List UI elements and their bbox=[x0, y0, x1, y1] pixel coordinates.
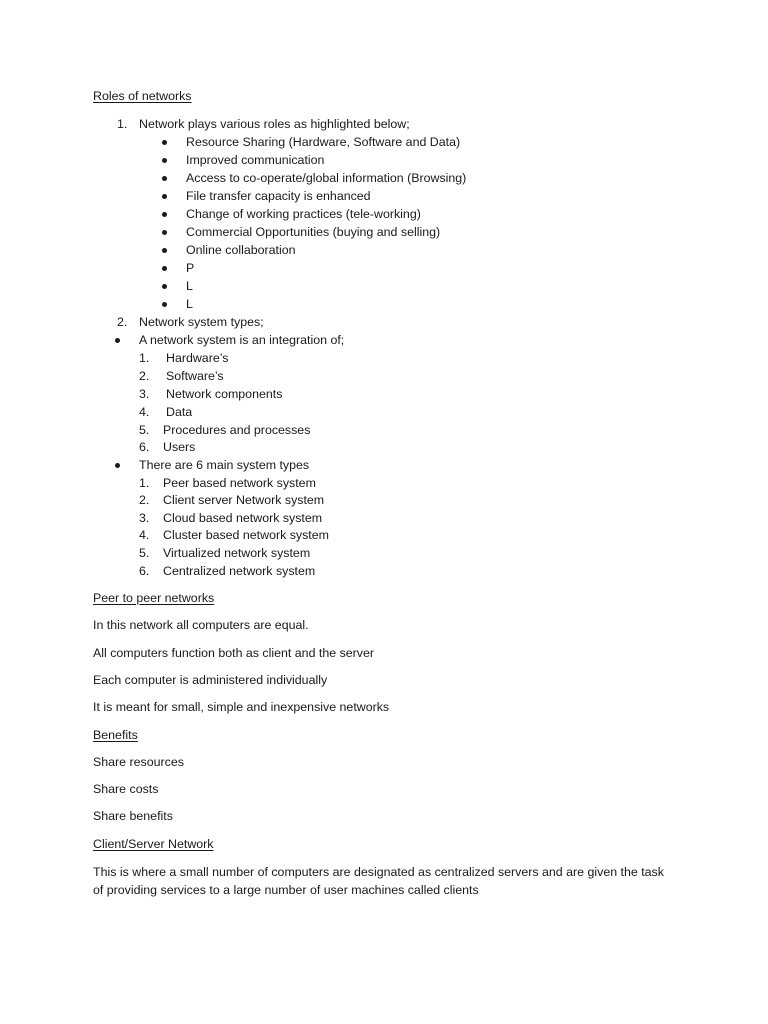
integration-item: Data bbox=[166, 405, 193, 419]
integration-number: 3. bbox=[139, 387, 150, 401]
list-marker-2: 2. bbox=[117, 315, 128, 329]
types-intro: There are 6 main system types bbox=[139, 458, 310, 472]
system-type-item: Centralized network system bbox=[163, 564, 316, 578]
list-item-network-roles: Network plays various roles as highlighted below; bbox=[139, 117, 410, 131]
role-item: Resource Sharing (Hardware, Software and Data) bbox=[186, 135, 461, 149]
system-type-item: Cloud based network system bbox=[163, 511, 323, 525]
list-marker-1: 1. bbox=[117, 117, 128, 131]
role-item: P bbox=[186, 261, 195, 275]
system-type-number: 2. bbox=[139, 493, 150, 507]
integration-item: Hardware’s bbox=[166, 351, 229, 365]
bullet-icon bbox=[162, 230, 167, 235]
role-item: File transfer capacity is enhanced bbox=[186, 189, 371, 203]
heading-roles-of-networks: Roles of networks bbox=[93, 89, 192, 103]
heading-client-server: Client/Server Network bbox=[93, 837, 214, 851]
bullet-icon bbox=[162, 194, 167, 199]
system-type-number: 6. bbox=[139, 564, 150, 578]
role-item: Improved communication bbox=[186, 153, 325, 167]
bullet-icon bbox=[162, 140, 167, 145]
bullet-icon bbox=[162, 248, 167, 253]
system-type-number: 1. bbox=[139, 476, 150, 490]
integration-intro: A network system is an integration of; bbox=[139, 333, 345, 347]
integration-number: 5. bbox=[139, 423, 150, 437]
role-item: Online collaboration bbox=[186, 243, 296, 257]
system-type-item: Virtualized network system bbox=[163, 546, 311, 560]
heading-benefits: Benefits bbox=[93, 728, 138, 742]
integration-item: Procedures and processes bbox=[163, 423, 311, 437]
integration-item: Users bbox=[163, 440, 196, 454]
peer-line: In this network all computers are equal. bbox=[93, 618, 309, 632]
integration-number: 6. bbox=[139, 440, 150, 454]
role-item: Access to co-operate/global information (Browsing) bbox=[186, 171, 467, 185]
integration-number: 4. bbox=[139, 405, 150, 419]
system-type-number: 5. bbox=[139, 546, 150, 560]
bullet-icon bbox=[115, 338, 120, 343]
bullet-icon bbox=[162, 176, 167, 181]
bullet-icon bbox=[162, 302, 167, 307]
peer-line: All computers function both as client and the server bbox=[93, 646, 375, 660]
bullet-icon bbox=[162, 158, 167, 163]
benefit-item: Share costs bbox=[93, 782, 159, 796]
role-item: L bbox=[186, 297, 193, 311]
role-item: Change of working practices (tele-working) bbox=[186, 207, 421, 221]
role-item: L bbox=[186, 279, 193, 293]
system-type-item: Client server Network system bbox=[163, 493, 325, 507]
integration-item: Software’s bbox=[166, 369, 224, 383]
heading-peer-to-peer: Peer to peer networks bbox=[93, 591, 215, 605]
system-type-number: 4. bbox=[139, 528, 150, 542]
system-type-number: 3. bbox=[139, 511, 150, 525]
benefit-item: Share benefits bbox=[93, 809, 173, 823]
integration-number: 2. bbox=[139, 369, 150, 383]
client-server-paragraph: This is where a small number of computers are designated as centralized servers and are given the task of providing services to a large number of user machines called clients bbox=[93, 865, 664, 897]
peer-line: It is meant for small, simple and inexpensive networks bbox=[93, 700, 390, 714]
bullet-icon bbox=[162, 212, 167, 217]
bullet-icon bbox=[162, 284, 167, 289]
integration-number: 1. bbox=[139, 351, 150, 365]
bullet-icon bbox=[162, 266, 167, 271]
benefit-item: Share resources bbox=[93, 755, 184, 769]
integration-item: Network components bbox=[166, 387, 283, 401]
list-item-network-system-types: Network system types; bbox=[139, 315, 264, 329]
peer-line: Each computer is administered individually bbox=[93, 673, 328, 687]
bullet-icon bbox=[115, 463, 120, 468]
system-type-item: Peer based network system bbox=[163, 476, 316, 490]
role-item: Commercial Opportunities (buying and selling) bbox=[186, 225, 441, 239]
system-type-item: Cluster based network system bbox=[163, 528, 329, 542]
